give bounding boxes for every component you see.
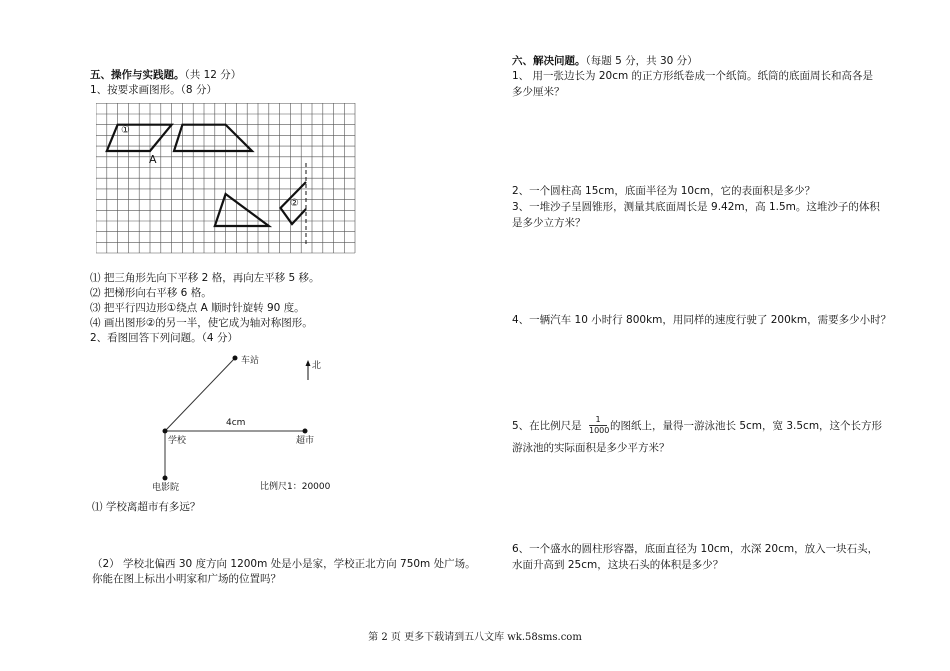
q1-step-4: ⑷ 画出图形②的另一半，使它成为轴对称图形。 [90,317,313,329]
r-q2: 2、一个圆柱高 15cm，底面半径为 10cm，它的表面积是多少？ [512,185,816,197]
trapezoid-shape [174,125,252,151]
r-q1-line1: 1、 用一张边长为 20cm 的正方形纸卷成一个纸筒。纸筒的底面周长和高各是 [512,70,874,82]
q1-title: 1、按要求画图形。（8 分） [90,84,217,96]
section6-title: 六、解决问题。 [512,55,586,67]
r-q4: 4、一辆汽车 10 小时行 800km，用同样的速度行驶了 200km，需要多少小时？ [512,314,892,326]
q1-step-2: ⑵ 把梯形向右平移 6 格。 [90,287,212,299]
supermarket-dot [303,429,308,434]
grid-figure [96,103,356,255]
section5-score: （共 12 分） [184,69,242,81]
q1-step-3: ⑶ 把平行四边形①绕点 A 顺时针旋转 90 度。 [90,302,305,314]
scale-label: 比例尺1：20000 [260,482,331,492]
section5-title: 五、操作与实践题。 [90,69,185,81]
cinema-dot [163,476,168,481]
section5-heading [90,68,241,82]
q2-part2-line2: 你能在图上标出小明家和广场的位置吗？ [92,573,281,585]
r-q1-line2: 多少厘米？ [512,86,565,98]
r-q3-line1: 3、一堆沙子呈圆锥形，测量其底面周长是 9.42m，高 1.5m。这堆沙子的体积 [512,201,880,213]
q5-fraction-num: 1 [589,415,607,426]
q2-title: 2、看图回答下列问题。（4 分） [90,332,238,344]
r-q6-line2: 水面升高到 25cm，这块石头的体积是多少？ [512,559,724,571]
label-1: ① [121,125,130,136]
north-label: 北 [312,361,322,371]
station-dot [233,356,238,361]
distance-label: 4cm [226,418,246,428]
section6-heading [512,54,698,68]
r-q5-line2: 游泳池的实际面积是多少平方米？ [512,442,670,454]
r-q5-suffix: 的图纸上，量得一游泳池长 5cm，宽 3.5cm，这个长方形 [610,420,883,432]
page-footer: 第 2 页 更多下载请到五八文库 wk.58sms.com [368,632,582,643]
map-figure [150,348,350,496]
label-2: ② [290,198,299,209]
q5-fraction [589,415,610,436]
q5-fraction-den: 1000 [589,426,610,435]
supermarket-label: 超市 [296,436,315,446]
q2-part2-line1: （2） 学校北偏西 30 度方向 1200m 处是小是家，学校正北方向 750m 处广场。 [92,558,476,570]
r-q5-prefix: 5、在比例尺是 [512,420,582,432]
school-dot [163,429,168,434]
section6-score: （每题 5 分，共 30 分） [585,55,698,67]
label-A: A [149,153,157,166]
school-label: 学校 [168,436,187,446]
q1-step-1: ⑴ 把三角形先向下平移 2 格，再向左平移 5 移。 [90,272,320,284]
q2-part1: ⑴ 学校离超市有多远？ [92,501,201,513]
r-q3-line2: 是多少立方米？ [512,217,586,229]
station-label: 车站 [241,356,260,366]
cinema-label: 电影院 [152,483,180,493]
r-q6-line1: 6、一个盛水的圆柱形容器，底面直径为 10cm，水深 20cm，放入一块石头， [512,543,879,555]
